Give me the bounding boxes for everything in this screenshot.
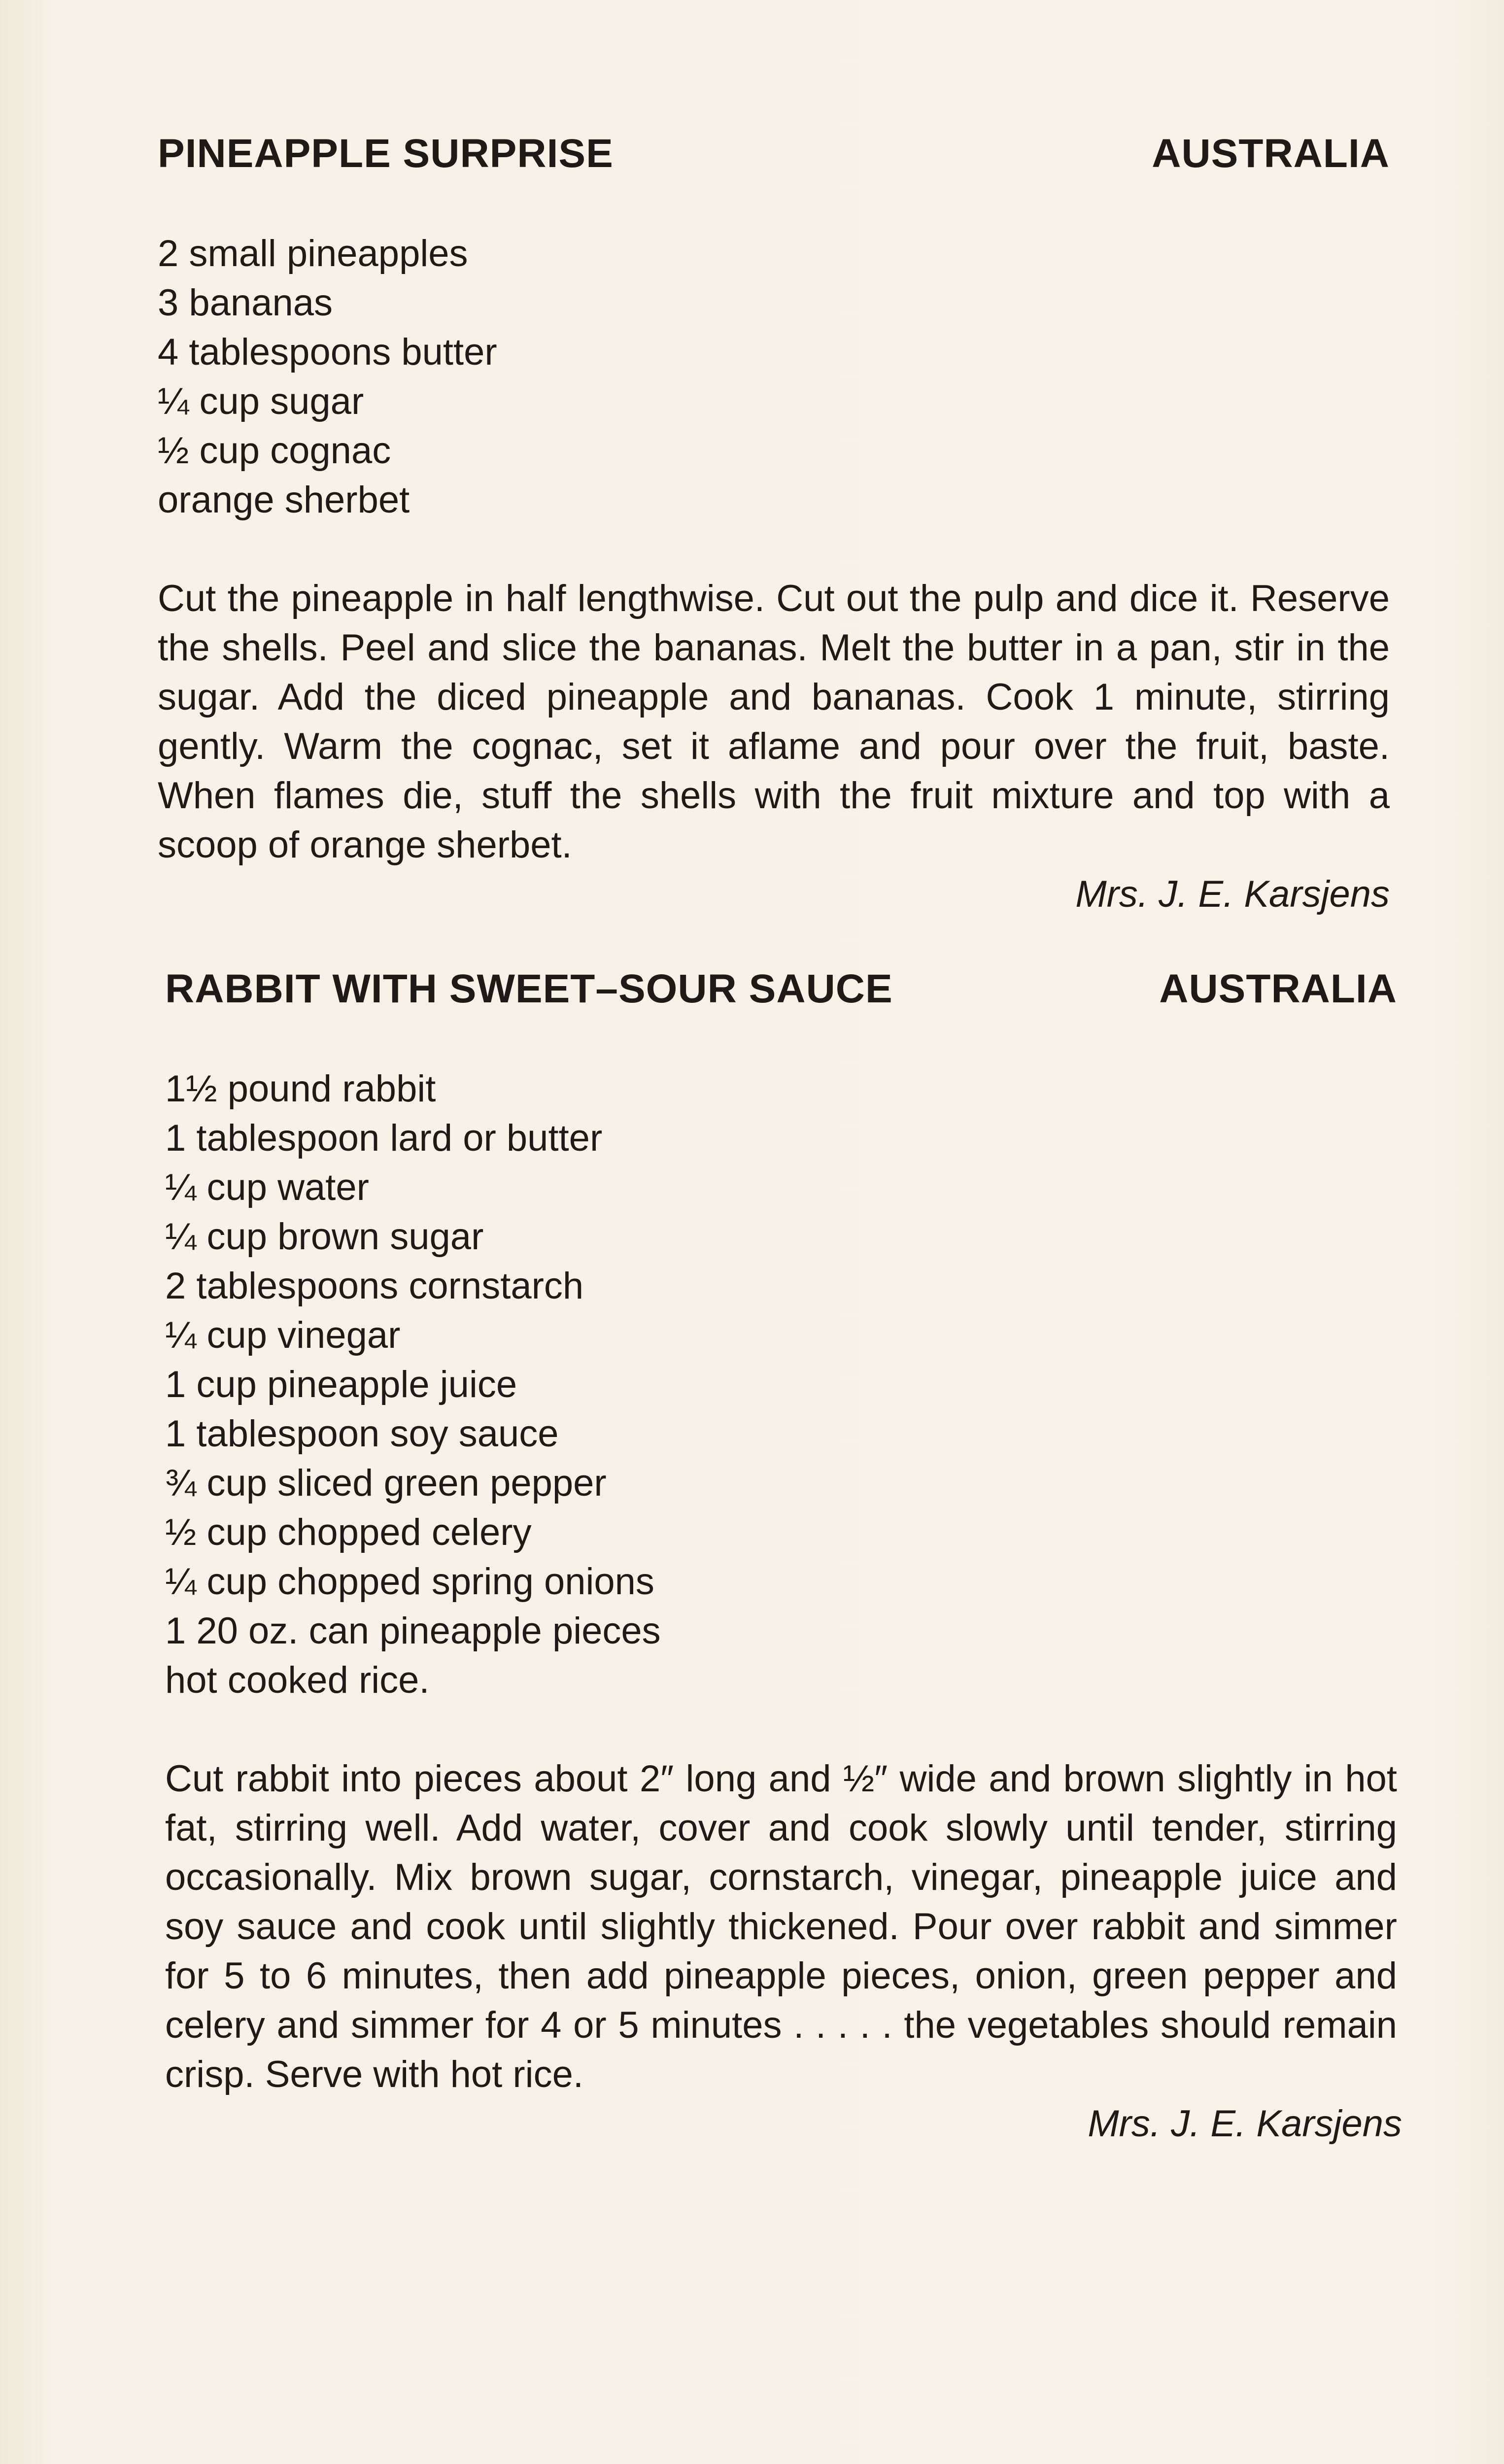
ingredient-item: ½ cup cognac (158, 430, 391, 472)
ingredient-list (165, 1064, 1397, 1705)
ingredient-item: ¼ cup water (165, 1166, 369, 1208)
recipe-author: Mrs. J. E. Karsjens (1088, 2103, 1402, 2145)
ingredient-list (158, 229, 1390, 525)
ingredient-item: ¼ cup vinegar (165, 1314, 401, 1356)
recipe-method: Cut the pineapple in half lengthwise. Cut out the pulp and dice it. Reserve the shells. Peel and slice the bananas. Melt the butter in a pan, stir in the sugar. Add the diced pineapple and bananas. Cook 1 minute, stirring gently. Warm the cognac, set it aflame and pour over the fruit, baste. When flames die, stuff the shells with the fruit mixture and top with a scoop of orange sherbet. (158, 578, 1390, 866)
ingredient-item: ¼ cup chopped spring onions (165, 1561, 654, 1603)
ingredient-item: orange sherbet (158, 479, 410, 521)
ingredient-item: 2 small pineapples (158, 233, 468, 274)
recipe-title: RABBIT WITH SWEET–SOUR SAUCE (165, 966, 893, 1011)
ingredient-item: 1 tablespoon soy sauce (165, 1413, 559, 1455)
ingredient-item: 1 20 oz. can pineapple pieces (165, 1610, 661, 1652)
recipe-rabbit-sweet-sour (165, 966, 1402, 2149)
recipe-country: AUSTRALIA (1152, 131, 1390, 176)
ingredient-item: ¾ cup sliced green pepper (165, 1462, 607, 1504)
ingredient-item: 1 tablespoon lard or butter (165, 1117, 603, 1159)
recipe-header (165, 966, 1397, 1015)
ingredient-item: ¼ cup sugar (158, 380, 364, 422)
ingredient-item: 2 tablespoons cornstarch (165, 1265, 584, 1307)
recipe-author: Mrs. J. E. Karsjens (1075, 873, 1390, 915)
ingredient-item: ½ cup chopped celery (165, 1511, 532, 1553)
ingredient-item: 4 tablespoons butter (158, 331, 497, 373)
ingredient-item: 1 cup pineapple juice (165, 1364, 517, 1405)
ingredient-item: 3 bananas (158, 282, 333, 324)
recipe-method: Cut rabbit into pieces about 2″ long and ½″ wide and brown slightly in hot fat, stirring well. Add water, cover and cook slowly until tender, stirring occasionally. Mix brown sugar, cornstarch, vinegar, pineapple juice and soy sauce and cook until slightly thickened. Pour over rabbit and simmer for 5 to 6 minutes, then add pineapple pieces, onion, green pepper and celery and simmer for 4 or 5 minutes . . . . . the vegetables should remain crisp. Serve with hot rice. (165, 1758, 1397, 2095)
recipe-pineapple-surprise (158, 131, 1390, 919)
recipe-country: AUSTRALIA (1159, 966, 1397, 1011)
recipe-title: PINEAPPLE SURPRISE (158, 131, 614, 176)
ingredient-item: ¼ cup brown sugar (165, 1216, 484, 1258)
ingredient-item: 1½ pound rabbit (165, 1068, 436, 1110)
ingredient-item: hot cooked rice. (165, 1659, 430, 1701)
recipe-header (158, 131, 1390, 180)
